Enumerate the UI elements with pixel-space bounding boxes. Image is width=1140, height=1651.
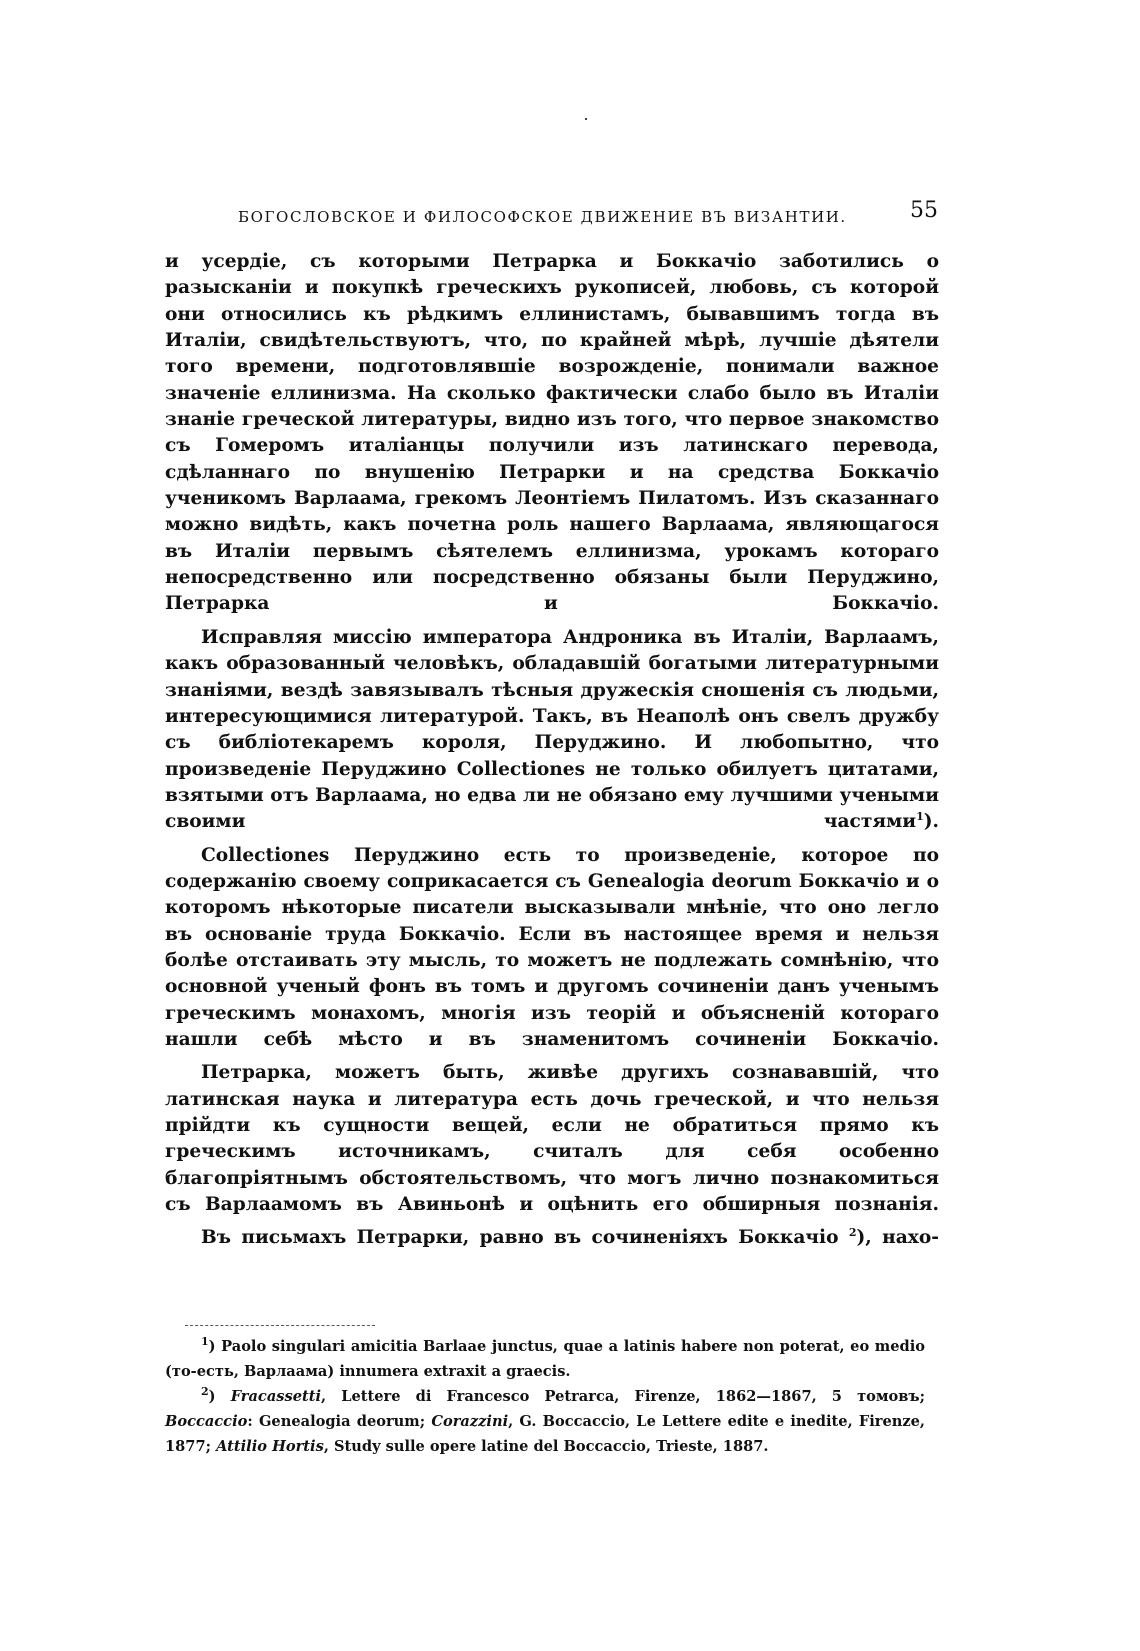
- footnotes: [165, 1334, 925, 1459]
- paragraph-3: [165, 843, 939, 1054]
- main-text: [165, 249, 939, 1252]
- footnote-text: : Genealogia deorum;: [247, 1413, 432, 1430]
- paragraph-1: [165, 249, 939, 618]
- footnote-text: ): [208, 1388, 231, 1405]
- author-name: Fracassetti: [230, 1388, 322, 1405]
- footnote-2: [165, 1384, 925, 1459]
- footnote-text: , G. Boccaccio, Le Lettere edite e inedite, Firenze, 1877;: [165, 1413, 926, 1455]
- author-name: Boccaccio: [165, 1413, 248, 1430]
- text-segment: Исправляя миссію императора Андроника въ Италіи, Варлаамъ, какъ образованный человѣкъ, обладавшій богатыми литературными знаніями, вездѣ завязывалъ тѣсныя дружескія сношенія съ людьми, интересующимися литературой. Такъ, въ Неаполѣ онъ свелъ дружбу съ библіотекаремъ короля, Перуджино. И любопытно, что произведеніе Перуджино Collectiones не только обилуетъ цитатами, взятыми отъ Варлаама, но едва ли не обязано ему лучшими учеными своими частями: [165, 626, 939, 833]
- footnote-text: , Study sulle opere latine del Boccaccio, Trieste, 1887.: [323, 1438, 769, 1455]
- footnote-text: ) Paolo singulari amicitia Barlaae junctus, quae a latinis habere non poterat, eo medio (то-есть, Варлаама) innumera extraxit a graecis.: [165, 1338, 925, 1380]
- footnote-1: [165, 1334, 925, 1384]
- text-segment: и усердіе, съ которыми Петрарка и Боккачіо заботились о разысканіи и покупкѣ греческихъ рукописей, любовь, съ которой они относились къ рѣдкимъ еллинистамъ, бывавшимъ тогда въ Италіи, свидѣтельствуютъ, что, по крайней мѣрѣ, лучшіе дѣятели того времени, подготовлявшіе возрожденіе, понимали важное значеніе еллинизма. На сколько фактически слабо было въ Италіи знаніе греческой литературы, видно изъ того, что первое знакомство съ Гомеромъ италіанцы получили изъ латинскаго перевода, сдѣланнаго по внушенію Петрарки и на средства Боккачіо ученикомъ Варлаама, грекомъ Леонтіемъ Пилатомъ. Изъ сказаннаго можно видѣть, какъ почетна роль нашего Варлаама, являющагося въ Италіи первымъ сѣятелемъ еллинизма, урокамъ котораго непосредственно или посредственно обязаны были Перуджино, Петрарка и Боккачіо.: [165, 251, 939, 615]
- author-name: Attilio Hortis: [216, 1438, 324, 1455]
- text-segment: Collectiones Перуджино есть то произведеніе, которое по содержанію своему соприкасается съ Genealogia deorum Боккачіо и о которомъ нѣкоторые писатели высказывали мнѣніе, что оно легло въ основаніе труда Боккачіо. Если въ настоящее время и нельзя болѣе отстаивать эту мысль, то можетъ не подлежать сомнѣнію, что основной ученый фонъ въ томъ и другомъ сочиненіи данъ ученымъ греческимъ монахомъ, многія изъ теорій и объясненій котораго нашли себѣ мѣсто и въ знаменитомъ сочиненіи Боккачіо.: [165, 844, 939, 1050]
- author-name: Corazzini: [431, 1413, 509, 1430]
- running-title: БОГОСЛОВСКОЕ И ФИЛОСОФСКОЕ ДВИЖЕНИЕ ВЪ ВИЗАНТИИ.: [238, 208, 847, 226]
- text-segment: Въ письмахъ Петрарки, равно въ сочиненіяхъ Боккачіо: [201, 1227, 849, 1249]
- text-segment: ), нахо-: [856, 1227, 939, 1249]
- footnote-ref-1: 1: [916, 810, 924, 824]
- footnote-marker: 1: [201, 1335, 209, 1349]
- print-speck: [585, 118, 587, 120]
- paragraph-5: [165, 1225, 939, 1251]
- paragraph-2: [165, 625, 939, 836]
- paragraph-4: [165, 1060, 939, 1218]
- footnote-text: , Lettere di Francesco Petrarca, Firenze, 1862—1867, 5 томовъ;: [321, 1388, 925, 1405]
- footnote-ref-2: 2: [848, 1226, 857, 1240]
- text-segment: Петрарка, можетъ быть, живѣе другихъ сознававшій, что латинская наука и литература есть дочь греческой, и что нельзя прійдти къ сущности вещей, если не обратиться прямо къ греческимъ источникамъ, считалъ для себя особенно благопріятнымъ обстоятельствомъ, что могъ лично познакомиться съ Варлаамомъ въ Авиньонѣ и оцѣнить его обширныя познанія.: [165, 1062, 939, 1216]
- footnote-marker: 2: [201, 1385, 209, 1399]
- page-number: 55: [910, 198, 938, 223]
- text-segment: ).: [923, 811, 939, 833]
- footnote-divider: [185, 1325, 375, 1326]
